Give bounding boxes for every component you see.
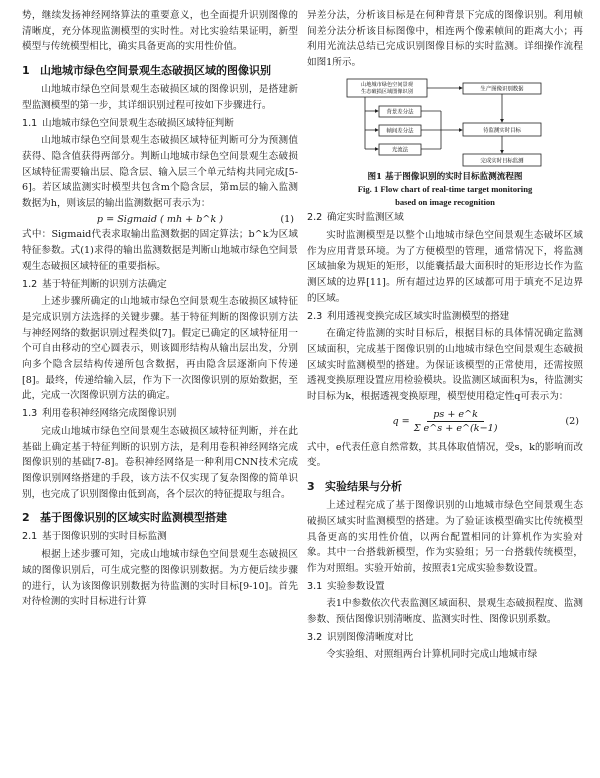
section-number: 2 bbox=[22, 511, 30, 525]
subsection-1-1-heading bbox=[22, 116, 298, 132]
subsection-title: 识别图像清晰度对比 bbox=[327, 631, 414, 643]
figure-1 bbox=[307, 77, 583, 169]
subsection-number: 1.3 bbox=[22, 408, 38, 420]
right-column bbox=[307, 8, 583, 663]
subsection-title: 实验参数设置 bbox=[327, 580, 385, 592]
equation-numerator: ps + e^k bbox=[427, 409, 484, 422]
figure-caption-cn: 图1 基于图像识别的实时目标监测流程图 bbox=[367, 171, 523, 182]
paragraph: 异差分法，分析该目标是在何种背景下完成的图像识别。利用帧间差分法分析该目标图像中，相连两个像素帧间的距离大小；再利用光流法总结已完成识别图像目标的实时监测。详细操作流程如图1所示。 bbox=[307, 10, 583, 69]
paragraph: 山地城市绿色空间景观生态破损区域特征判断可分为预测值获得、隐含值获得两部分。判断山地城市绿色空间景观生态破损区域特征需要输出层、隐含层、输入层三个单元结构共同完成[5-6]。若区域监测实时模型共包含m个隐含层，第m层的输入监测数据为h，则该层的输出监测数据可表示为： bbox=[22, 135, 298, 210]
subsection-2-3-heading bbox=[307, 309, 583, 325]
subsection-number: 3.1 bbox=[307, 580, 323, 592]
flow-box-frame-diff-text: 帧间差分法 bbox=[386, 128, 414, 135]
paragraph: 根据上述步骤可知，完成山地城市绿色空间景观生态破损区域的图像识别后，可生成完整的图像识别数据。为方便后续步骤的进行，认为该图像识别数据为待监测的实时目标[9-10]。首先对待检测的实时目标进行计算 bbox=[22, 549, 298, 608]
intro-paragraph: 势，继续发扬神经网络算法的重要意义，也全面提升识别图像的清晰度，充分体现监测模型的实时性。对比实验结果证明，新型模型与传统模型相比，确实具备更高的实用性价值。 bbox=[22, 10, 298, 53]
subsection-2-1-heading bbox=[22, 529, 298, 545]
equation-text: p = Sigmaid ( mh + b^k ) bbox=[96, 213, 224, 225]
subsection-title: 基于图像识别的实时目标监测 bbox=[42, 531, 167, 543]
left-column bbox=[22, 8, 298, 610]
section-1-heading bbox=[22, 63, 298, 78]
figure-caption-en: Fig. 1 Flow chart of real-time target monitoring bbox=[357, 184, 533, 195]
flow-box-gen-data-text: 生产图像识别数据 bbox=[480, 86, 524, 93]
equation-number: (1) bbox=[280, 213, 294, 225]
paragraph: 令实验组、对照组两台计算机同时完成山地城市绿 bbox=[326, 649, 538, 661]
equation-denominator: Σ e^s + e^(k−1) bbox=[413, 422, 498, 434]
subsection-3-2-heading bbox=[307, 630, 583, 646]
section-number: 3 bbox=[307, 480, 315, 494]
paragraph: 表1中参数依次代表监测区域面积、景观生态破损程度、监测参数、预估图像识别清晰度、监测实时性、图像识别系数。 bbox=[307, 598, 583, 626]
paragraph: 上述过程完成了基于图像识别的山地城市绿色空间景观生态破损区域实时监测模型的搭建。为了验证该模型确实比传统模型具备更高的实用性价值，以两台配置相同的计算机作为实验对象。其中一台搭载新模型，作为实验组；另一台搭载传统模型，作为对照组。实验开始前，按照表1完成实验参数设置。 bbox=[307, 500, 583, 574]
subsection-title: 利用卷积神经网络完成图像识别 bbox=[42, 408, 177, 420]
subsection-1-3-heading bbox=[22, 406, 298, 422]
flow-box-target-text: 待监测实时目标 bbox=[483, 127, 521, 134]
section-title: 实验结果与分析 bbox=[325, 480, 402, 494]
subsection-number: 2.3 bbox=[307, 310, 323, 322]
subsection-1-2-heading bbox=[22, 277, 298, 293]
subsection-number: 2.2 bbox=[307, 212, 323, 224]
subsection-2-2-heading bbox=[307, 210, 583, 226]
subsection-title: 基于特征判断的识别方法确定 bbox=[42, 278, 167, 290]
figure-caption-en: based on image recognition bbox=[395, 196, 495, 207]
subsection-title: 利用透视变换完成区域实时监测模型的搭建 bbox=[327, 310, 510, 322]
flow-box-input-text-1: 山地城市绿色空间景观 bbox=[361, 81, 413, 88]
subsection-3-1-heading bbox=[307, 579, 583, 595]
subsection-title: 确定实时监测区域 bbox=[327, 212, 404, 224]
equation-number: (2) bbox=[565, 415, 579, 427]
paragraph: 上述步骤所确定的山地城市绿色空间景观生态破损区域特征是完成识别方法选择的关键步骤。基于特征判断的图像识别方法与神经网络的数据识别过程类似[7]。假定已确定的区域特征用一个可自由移动的空心圆表示，则该圆形结构从输出层出发，分别向多个隐含层结构传递所包含数据，再由隐含层逐渐向下传递[8]。最终，传递给输入层，作为下一次图像识别的原始数据，至此，完成一次图像识别方法的确定。 bbox=[22, 296, 298, 402]
paragraph: 完成山地城市绿色空间景观生态破损区域特征判断，并在此基础上确定基于特征判断的识别方法，是利用卷积神经网络完成图像识别的基础[7-8]。卷积神经网络是一种利用CNN技术完成图像识别网络搭建的手段，该方法不仅实现了复杂图像的简单识别，也完成了识别图像由低到高，各个层次的特征提取与组合。 bbox=[22, 425, 298, 500]
section-2-heading bbox=[22, 510, 298, 525]
subsection-title: 山地城市绿色空间景观生态破损区域特征判断 bbox=[42, 117, 234, 129]
equation-lhs: q = bbox=[392, 415, 410, 427]
paragraph: 实时监测模型是以整个山地城市绿色空间景观生态破坏区域作为应用背景环境。为了方便模型的管理，通常情况下，将监测区域抽象为规矩的矩形，以能囊括最大面积时的矩形边长作为监测区域的边界[11]。所有超过边界的区域都可用于填充不足边界的区域。 bbox=[307, 230, 583, 304]
equation-2 bbox=[307, 409, 583, 434]
equation-fraction bbox=[414, 409, 498, 434]
paragraph: 式中：Sigmaid代表求取输出监测数据的固定算法；b^k为区域特征参数。式(1)求得的输出监测数据是判断山地城市绿色空间景观生态破损区域特征的重要指标。 bbox=[22, 229, 298, 272]
subsection-number: 1.2 bbox=[22, 278, 38, 290]
flow-box-bg-diff-text: 背景差分法 bbox=[386, 109, 414, 116]
subsection-number: 1.1 bbox=[22, 117, 38, 129]
section-title: 山地城市绿色空间景观生态破损区域的图像识别 bbox=[40, 64, 271, 78]
flow-box-input-text-2: 生态破损区域图像识别 bbox=[361, 88, 413, 95]
section-number: 1 bbox=[22, 64, 30, 78]
flowchart-diagram bbox=[345, 77, 545, 169]
section-3-heading bbox=[307, 479, 583, 494]
paragraph: 式中，e代表任意自然常数，其具体取值情况，受s，k的影响而改变。 bbox=[307, 441, 583, 469]
paragraph: 在确定待监测的实时目标后，根据目标的具体情况确定监测区域面积，完成基于图像识别的山地城市绿色空间景观生态破损区域实时监测模型的搭建。为保证该模型的正常使用，还需按照透视变换原理设置应用检验模块。设监测区域面积为s，待监测实时目标为k，根据透视变换原理，模型使用稳定性q可表示为： bbox=[307, 328, 583, 403]
paragraph: 山地城市绿色空间景观生态破损区域的图像识别，是搭建新型监测模型的第一步，其详细识别过程可按如下步骤进行。 bbox=[22, 84, 298, 111]
section-title: 基于图像识别的区域实时监测模型搭建 bbox=[40, 511, 227, 525]
flow-box-done-text: 完成实时目标监测 bbox=[480, 158, 524, 165]
equation-1 bbox=[22, 212, 298, 228]
flow-box-optical-text: 光流法 bbox=[391, 147, 409, 154]
subsection-number: 2.1 bbox=[22, 531, 38, 543]
subsection-number: 3.2 bbox=[307, 631, 323, 643]
